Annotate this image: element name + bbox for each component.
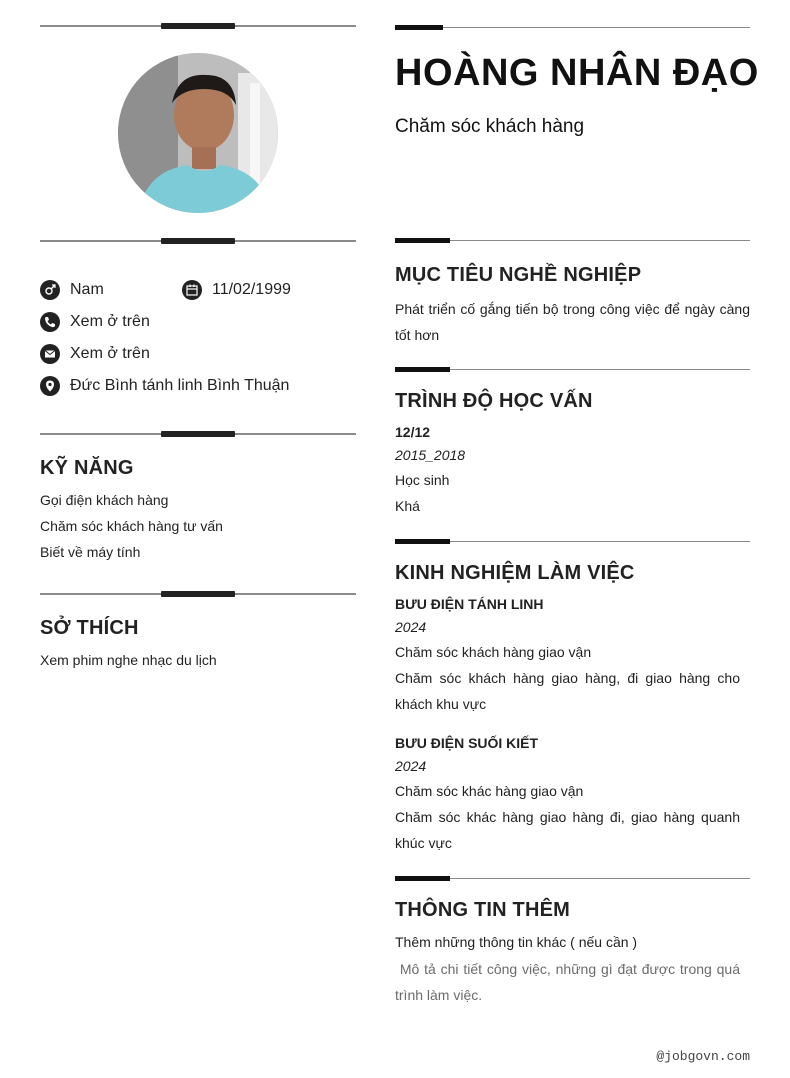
- job-company: BƯU ĐIỆN SUỐI KIẾT: [395, 735, 539, 751]
- skill-item: Gọi điện khách hàng: [40, 492, 169, 508]
- location-pin-icon: [40, 376, 60, 396]
- skill-item: Biết về máy tính: [40, 544, 141, 560]
- additional-title: THÔNG TIN THÊM: [395, 899, 571, 921]
- right-divider-objective-accent: [395, 238, 450, 243]
- gender-icon: [40, 280, 60, 300]
- profile-photo: [118, 53, 278, 213]
- calendar-icon: [182, 280, 202, 300]
- left-divider-2-accent: [161, 238, 235, 244]
- objective-title: MỤC TIÊU NGHỀ NGHIỆP: [395, 264, 642, 286]
- phone-value: Xem ở trên: [70, 313, 150, 330]
- candidate-role: Chăm sóc khách hàng: [395, 116, 585, 137]
- right-divider-education-accent: [395, 367, 450, 372]
- footer-watermark: @jobgovn.com: [656, 1049, 750, 1064]
- education-title: TRÌNH ĐỘ HỌC VẤN: [395, 390, 593, 412]
- experience-title: KINH NGHIỆM LÀM VIỆC: [395, 562, 635, 584]
- birthday-row: [182, 280, 291, 300]
- avatar: [118, 53, 278, 213]
- skills-title: KỸ NĂNG: [40, 457, 134, 479]
- skill-item: Chăm sóc khách hàng tư vấn: [40, 518, 223, 534]
- gender-row: [40, 280, 104, 300]
- right-divider-top: [395, 27, 750, 28]
- email-icon: [40, 344, 60, 364]
- address-row: [40, 376, 289, 396]
- education-role: Học sinh: [395, 472, 450, 488]
- job-year: 2024: [395, 758, 427, 774]
- job-year: 2024: [395, 619, 427, 635]
- phone-icon: [40, 312, 60, 332]
- additional-line-1: Thêm những thông tin khác ( nếu cần ): [395, 934, 638, 950]
- objective-text: Phát triển cố gắng tiến bộ trong công việc để ngày càng tốt hơn: [395, 301, 750, 343]
- gender-value: Nam: [70, 281, 104, 298]
- address-value: Đức Bình tánh linh Bình Thuận: [70, 377, 290, 394]
- right-divider-additional-accent: [395, 876, 450, 881]
- job-description: Chăm sóc khác hàng giao hàng đi, giao hàng quanh khúc vực: [395, 809, 740, 851]
- candidate-name: HOÀNG NHÂN ĐẠO: [395, 52, 759, 94]
- job-position: Chăm sóc khác hàng giao vận: [395, 783, 584, 799]
- birthday-value: 11/02/1999: [212, 281, 291, 298]
- email-row: [40, 344, 150, 364]
- email-value: Xem ở trên: [70, 345, 150, 362]
- job-description: Chăm sóc khách hàng giao hàng, đi giao hàng cho khách khu vực: [395, 670, 740, 712]
- left-divider-top-accent: [161, 23, 235, 29]
- right-divider-top-accent: [395, 25, 443, 30]
- education-grade: Khá: [395, 498, 420, 514]
- hobbies-text: Xem phim nghe nhạc du lịch: [40, 652, 217, 668]
- additional-line-2: Mô tả chi tiết công việc, những gì đạt được trong quá trình làm việc.: [395, 961, 744, 1003]
- education-period: 2015_2018: [395, 447, 466, 463]
- phone-row: [40, 312, 150, 332]
- right-divider-experience-accent: [395, 539, 450, 544]
- hobbies-title: SỞ THÍCH: [40, 617, 139, 639]
- left-divider-4-accent: [161, 591, 235, 597]
- left-divider-3-accent: [161, 431, 235, 437]
- education-level: 12/12: [395, 424, 431, 440]
- job-company: BƯU ĐIỆN TÁNH LINH: [395, 596, 544, 612]
- job-position: Chăm sóc khách hàng giao vận: [395, 644, 592, 660]
